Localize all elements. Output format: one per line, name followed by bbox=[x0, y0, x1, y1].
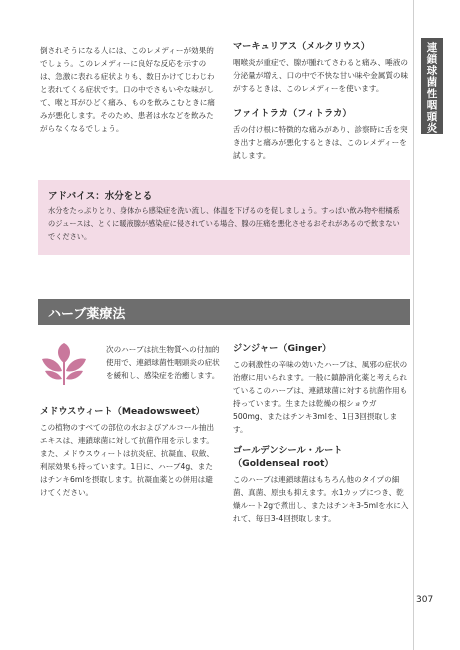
herb-meadowsweet bbox=[40, 405, 220, 499]
remedy-mercurius bbox=[233, 40, 409, 95]
left-column-top bbox=[40, 44, 218, 135]
herb-intro bbox=[106, 343, 220, 382]
remedy-mercurius-text: 咽喉炎が重症で、腺が腫れてさわると痛み、唾液の分泌量が増え、口の中で不快な甘い味や金属質の味がするときは、このレメディーを使います。 bbox=[233, 58, 409, 93]
herb-meadowsweet-text: この植物のすべての部位の水およびアルコール抽出エキスは、連鎖球菌に対して抗菌作用を示します。また、メドウスウィートは抗炎症、抗凝血、収斂、利尿効果も持っています。1日に、ハーブ4g、またはチンキ6mlを摂取します。抗凝血薬との併用は避けてください。 bbox=[40, 423, 215, 497]
right-column-top bbox=[233, 40, 409, 162]
remedy-phytolacca bbox=[233, 107, 409, 162]
right-column-bottom bbox=[233, 342, 409, 525]
remedy-mercurius-heading: マーキュリアス（メルクリウス） bbox=[233, 41, 370, 52]
herb-section-title: ハーブ薬療法 bbox=[48, 307, 126, 322]
advice-title: アドバイス：水分をとる bbox=[48, 191, 153, 202]
leaf-icon bbox=[40, 341, 88, 389]
herb-goldenseal-heading: ゴールデンシール・ルート（Goldenseal root） bbox=[233, 445, 343, 469]
advice-text: 水分をたっぷりとり、身体から感染症を洗い流し、体温を下げるのを促しましょう。すっぱい飲み物や柑橘系のジュースは、とくに暖液腺が感染症に侵されている場合、腺の圧痛を悪化させるおそれがあるので飲まないでください。 bbox=[48, 206, 400, 241]
advice-box bbox=[38, 180, 410, 255]
herb-intro-text: 次のハーブは抗生物質への付加的使用で、連鎖球菌性咽頭炎の症状を緩和し、感染症を治癒します。 bbox=[106, 345, 220, 380]
herb-section-header bbox=[38, 299, 410, 325]
herb-meadowsweet-heading: メドウスウィート（Meadowsweet） bbox=[40, 406, 205, 417]
page-number: 307 bbox=[416, 595, 434, 605]
herb-ginger bbox=[233, 342, 409, 436]
remedy-phytolacca-text: 舌の付け根に特徴的な痛みがあり、診察時に舌を突き出すと痛みが悪化するときは、このレメディーを試します。 bbox=[233, 125, 408, 160]
side-divider bbox=[413, 0, 414, 650]
herb-goldenseal-text: このハーブは連鎖球菌はもちろん他のタイプの細菌、真菌、原虫も抑えます。水1カップにつき、乾燥ルート2gで煮出し、またはチンキ3-5mlを水に入れて、毎日3-4回摂取します。 bbox=[233, 475, 409, 523]
herb-ginger-heading: ジンジャー（Ginger） bbox=[233, 343, 332, 354]
herb-ginger-text: この刺激性の辛味の効いたハーブは、風邪の症状の治療に用いられます。一般に鎮静消化薬と考えられているこのハーブは、連鎖球菌に対する抗菌作用も持っています。生または乾燥の根ショウガ500mg、またはチンキ3mlを、1日3回摂取します。 bbox=[233, 360, 408, 434]
chapter-tab-label: 連鎖球菌性咽頭炎 bbox=[425, 42, 438, 134]
chapter-tab bbox=[421, 38, 443, 134]
remedy-phytolacca-heading: ファイトラカ（フィトラカ） bbox=[233, 108, 352, 119]
herb-goldenseal bbox=[233, 444, 409, 525]
continued-paragraph: 倒されそうになる人には、このレメディーが効果的でしょう。このレメディーに良好な反応を示すのは、急激に表れる症状よりも、数日かけてじわじわと表れてくる症状です。口の中でさもいやな味がして、喉と耳がひどく痛み、ものを飲みこむときに痛みが悪化します。そのため、患者は水などを飲みたがらなくなるでしょう。 bbox=[40, 46, 215, 133]
